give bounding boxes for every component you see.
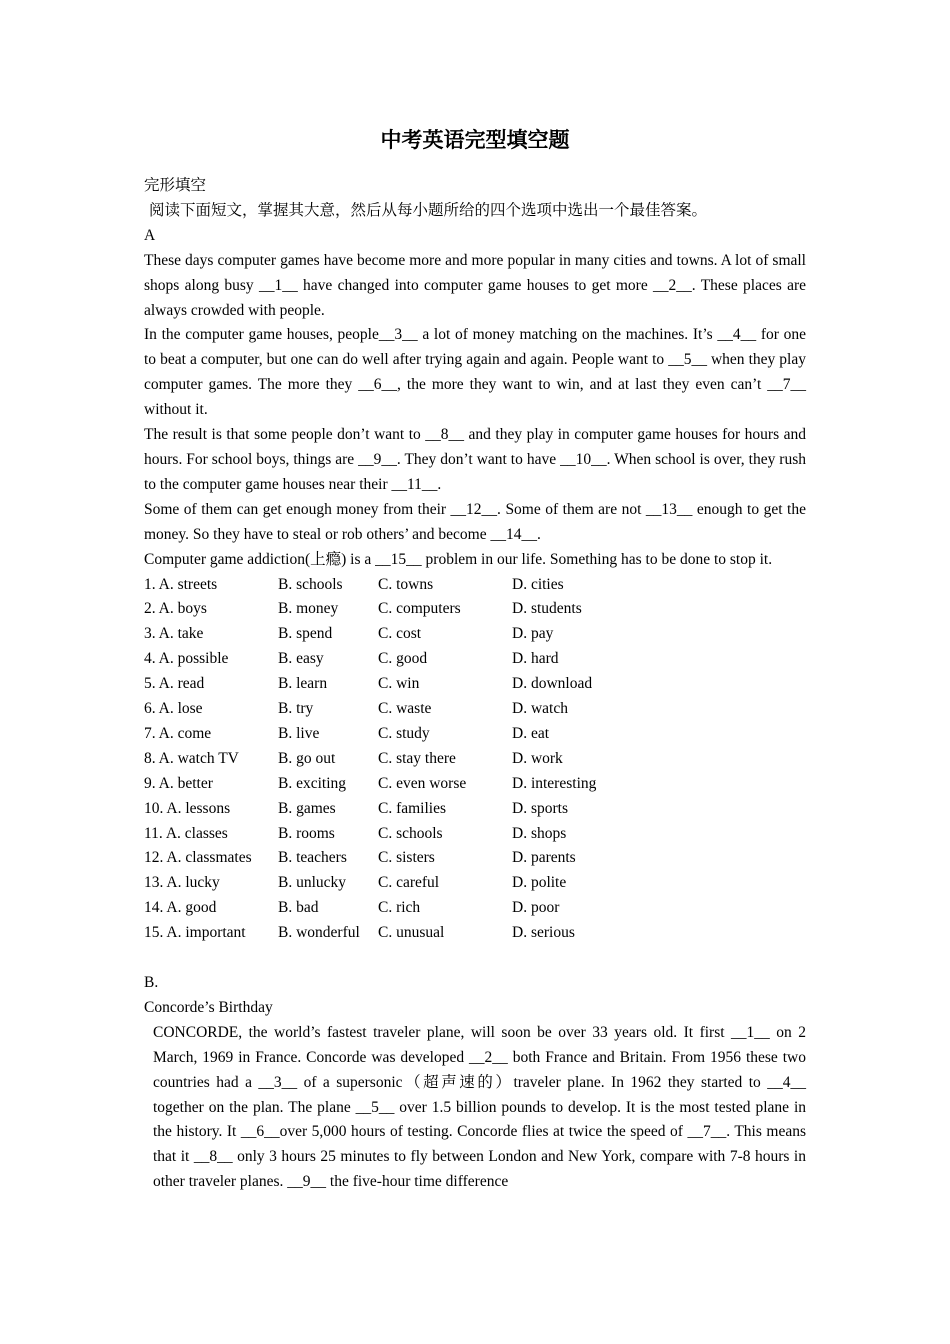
instruction-text: 阅读下面短文，掌握其大意，然后从每小题所给的四个选项中选出一个最佳答案。 [149, 201, 708, 219]
section-a-label: A [144, 226, 156, 244]
spacer [144, 946, 806, 971]
passage-a-paragraph-2: In the computer game houses, people__3__ a lot of money matching on the machines. It’s __4__ for one to beat a computer, but one can do well after trying again and again. People want to __5__ when they play computer games. The more they __6__, the more they want to win, and at last they even can’t __7__ without it. [144, 326, 806, 419]
passage-b-subtitle: Concorde’s Birthday [144, 998, 273, 1016]
options-list [144, 573, 806, 947]
question-options: 11. A. classes B. rooms C. schools D. shops [144, 824, 567, 842]
passage-a-paragraph-5: Computer game addiction(上瘾) is a __15__ problem in our life. Something has to be done to stop it. [144, 550, 773, 568]
question-options: 3. A. take B. spend C. cost D. pay [144, 625, 554, 643]
passage-a-paragraph-1: These days computer games have become more and more popular in many cities and towns. A lot of small shops along busy __1__ have changed into computer game houses to get more __2__. These places are always crowded with people. [144, 251, 806, 319]
document-body [144, 174, 806, 1195]
passage-b-paragraph: CONCORDE, the world’s fastest traveler plane, will soon be over 33 years old. It first __1__ on 2 March, 1969 in France. Concorde was developed __2__ both France and Britain. From 1956 these two countries had a __3__ of a supersonic（超声速的）traveler plane. In 1962 they started to __4__ together on the plan. The plane __5__ over 1.5 billion pounds to develop. It is the most tested plane in the history. It __6__over 5,000 hours of testing. Concorde flies at twice the speed of __7__. This means that it __8__ only 3 hours 25 minutes to fly between London and New York, compare with 7-8 hours in other traveler planes. __9__ the five-hour time difference [153, 1023, 806, 1191]
question-options: 9. A. better B. exciting C. even worse D. interesting [144, 774, 597, 792]
question-options: 5. A. read B. learn C. win D. download [144, 675, 593, 693]
question-options: 15. A. important B. wonderful C. unusual D. serious [144, 924, 575, 942]
question-options: 7. A. come B. live C. study D. eat [144, 724, 550, 742]
question-options: 13. A. lucky B. unlucky C. careful D. polite [144, 874, 567, 892]
question-options: 1. A. streets B. schools C. towns D. cities [144, 575, 564, 593]
passage-a-paragraph-4: Some of them can get enough money from their __12__. Some of them are not __13__ enough to get the money. So they have to steal or rob others’ and become __14__. [144, 500, 806, 543]
question-options: 6. A. lose B. try C. waste D. watch [144, 700, 568, 718]
section-b-label: B. [144, 973, 159, 991]
section-heading: 完形填空 [144, 177, 207, 194]
question-options: 4. A. possible B. easy C. good D. hard [144, 650, 559, 668]
question-options: 2. A. boys B. money C. computers D. students [144, 600, 582, 618]
page-title: 中考英语完型填空题 [380, 128, 570, 152]
question-options: 10. A. lessons B. games C. families D. sports [144, 799, 568, 817]
question-options: 8. A. watch TV B. go out C. stay there D. work [144, 749, 563, 767]
passage-a-paragraph-3: The result is that some people don’t want to __8__ and they play in computer game houses for hours and hours. For school boys, things are __9__. They don’t want to have __10__. When school is over, they rush to the computer game houses near their __11__. [144, 426, 806, 493]
question-options: 12. A. classmates B. teachers C. sisters D. parents [144, 849, 576, 867]
question-options: 14. A. good B. bad C. rich D. poor [144, 899, 560, 917]
